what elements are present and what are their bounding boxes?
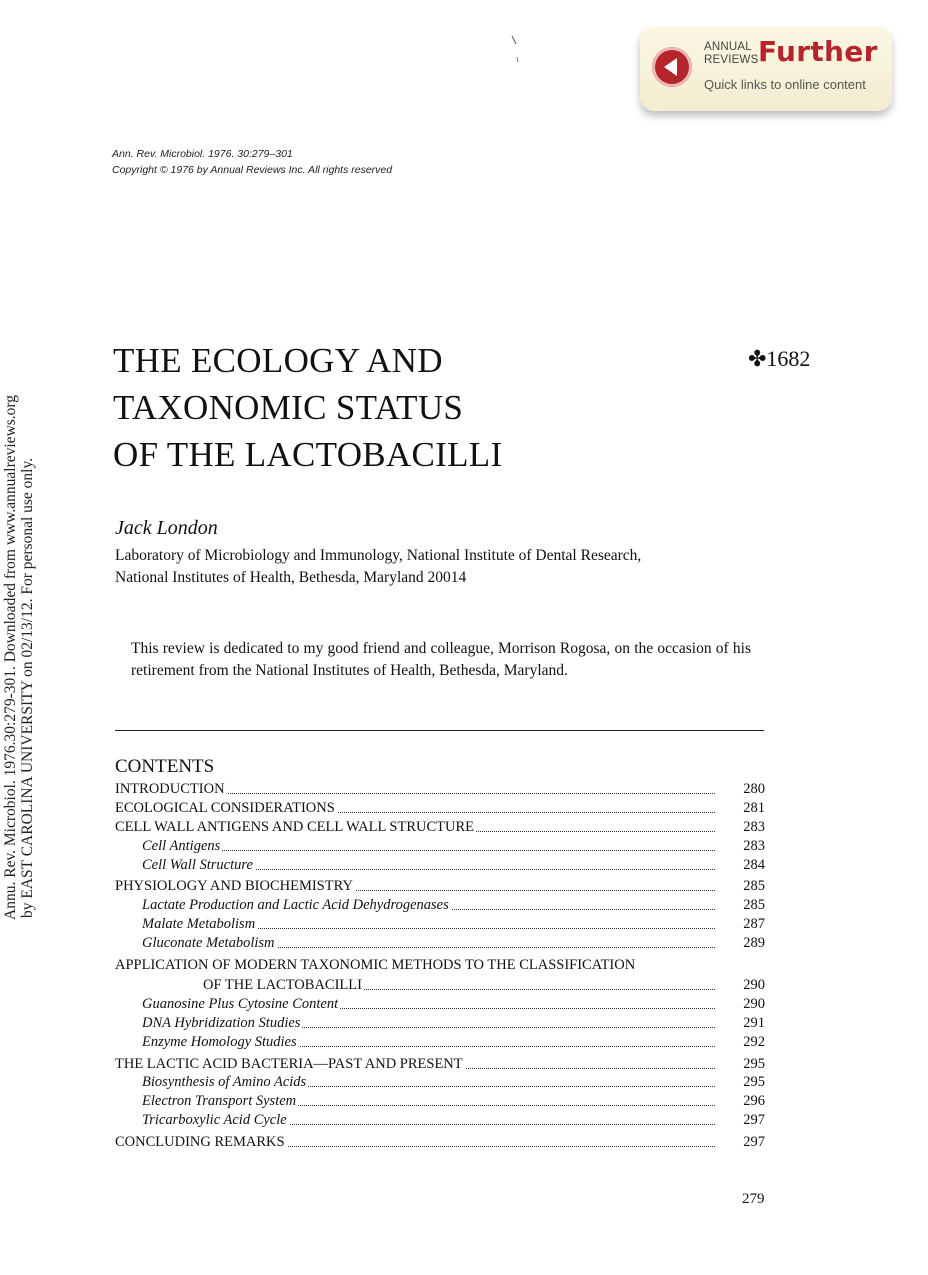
- download-notice: [2, 340, 36, 920]
- toc-entry-label: APPLICATION OF MODERN TAXONOMIC METHODS TO THE CLASSIFICATION: [115, 957, 636, 974]
- toc-entry-page: 290: [743, 977, 765, 994]
- toc-entry-page: 281: [743, 799, 765, 816]
- toc-entry-page: 283: [743, 818, 765, 835]
- toc-subentry[interactable]: [115, 1093, 768, 1112]
- toc-entry-label: Lactate Production and Lactic Acid Dehydrogenases: [142, 897, 449, 914]
- toc-entry-page: 296: [743, 1093, 765, 1110]
- toc-entry-page: 291: [743, 1014, 765, 1031]
- toc-entry-label: Electron Transport System: [142, 1093, 297, 1110]
- toc-entry-page: 285: [743, 878, 765, 895]
- title-line-3: OF THE LACTOBACILLI: [113, 435, 503, 474]
- toc-entry[interactable]: [115, 957, 768, 977]
- toc-subentry[interactable]: [115, 897, 768, 916]
- toc-entry-page: 297: [743, 1112, 765, 1129]
- toc-entry-label: ECOLOGICAL CONSIDERATIONS: [115, 799, 335, 816]
- toc-entry-page: 280: [743, 781, 765, 797]
- toc-entry[interactable]: [115, 819, 768, 838]
- author-name: Jack London: [115, 517, 218, 539]
- table-of-contents: [115, 781, 768, 1153]
- divider: [115, 730, 764, 731]
- toc-entry-label: Enzyme Homology Studies: [142, 1033, 297, 1050]
- toc-entry-page: 290: [743, 995, 765, 1012]
- toc-entry[interactable]: [115, 800, 768, 819]
- toc-entry-label: Guanosine Plus Cytosine Content: [142, 995, 339, 1012]
- toc-entry-page: 285: [743, 897, 765, 914]
- toc-entry-page: 295: [743, 1055, 765, 1072]
- title-line-1: THE ECOLOGY AND: [113, 341, 443, 380]
- further-badge[interactable]: [640, 27, 892, 111]
- toc-entry-page: 292: [743, 1033, 765, 1050]
- toc-entry-label: DNA Hybridization Studies: [142, 1014, 301, 1031]
- toc-subentry[interactable]: [115, 838, 768, 857]
- citation-line-1: Ann. Rev. Microbiol. 1976. 30:279–301: [112, 148, 293, 160]
- further-tagline[interactable]: Quick links to online content: [704, 77, 866, 92]
- toc-entry-label: Gluconate Metabolism: [142, 935, 275, 952]
- toc-entry[interactable]: [115, 1056, 768, 1075]
- toc-entry-label: Cell Wall Structure: [142, 856, 253, 873]
- author-affiliation: [115, 545, 641, 588]
- toc-entry-label: Biosynthesis of Amino Acids: [142, 1074, 307, 1091]
- toc-entry-page: 287: [743, 916, 765, 933]
- toc-entry-continuation[interactable]: [115, 977, 768, 996]
- toc-subentry[interactable]: [115, 1034, 768, 1053]
- toc-entry[interactable]: [115, 781, 768, 800]
- toc-entry-label: THE LACTIC ACID BACTERIA—PAST AND PRESENT: [115, 1055, 463, 1072]
- toc-entry-page: 295: [743, 1074, 765, 1091]
- toc-entry-label: Tricarboxylic Acid Cycle: [142, 1112, 287, 1129]
- toc-entry-label: CONCLUDING REMARKS: [115, 1134, 285, 1151]
- toc-entry-label: INTRODUCTION: [115, 781, 225, 797]
- toc-subentry[interactable]: [115, 935, 768, 954]
- toc-entry[interactable]: [115, 878, 768, 897]
- toc-subentry[interactable]: [115, 916, 768, 935]
- further-wordmark: Further: [758, 35, 878, 68]
- toc-subentry[interactable]: [115, 857, 768, 876]
- copyright-line: Copyright © 1976 by Annual Reviews Inc. All rights reserved: [112, 164, 393, 176]
- toc-subentry[interactable]: [115, 1112, 768, 1131]
- toc-entry-page: 283: [743, 837, 765, 854]
- toc-subentry[interactable]: [115, 1074, 768, 1093]
- page-number: 279: [742, 1191, 765, 1207]
- toc-subentry[interactable]: [115, 1015, 768, 1034]
- toc-entry[interactable]: [115, 1134, 768, 1153]
- play-back-icon[interactable]: [652, 47, 692, 87]
- affiliation-line-2: National Institutes of Health, Bethesda, Maryland 20014: [115, 568, 467, 586]
- journal-citation: [112, 146, 392, 178]
- download-notice-line-1: Annu. Rev. Microbiol. 1976.30:279-301. Downloaded from www.annualreviews.org: [2, 394, 19, 920]
- toc-entry-page: 297: [743, 1134, 765, 1151]
- toc-entry-page: 284: [743, 856, 765, 873]
- toc-entry-label: Malate Metabolism: [142, 916, 256, 933]
- toc-entry-label: CELL WALL ANTIGENS AND CELL WALL STRUCTURE: [115, 818, 474, 835]
- toc-entry-label: PHYSIOLOGY AND BIOCHEMISTRY: [115, 878, 353, 895]
- toc-entry-label: Cell Antigens: [142, 837, 221, 854]
- article-title: [113, 337, 502, 478]
- toc-entry-page: 289: [743, 935, 765, 952]
- article-code: ✤1682: [748, 346, 811, 371]
- toc-entry-label: OF THE LACTOBACILLI: [203, 977, 362, 994]
- title-line-2: TAXONOMIC STATUS: [113, 388, 464, 427]
- scan-speck: [510, 34, 524, 66]
- annual-reviews-logo: ANNUAL REVIEWS: [704, 41, 759, 66]
- toc-subentry[interactable]: [115, 996, 768, 1015]
- affiliation-line-1: Laboratory of Microbiology and Immunology, National Institute of Dental Research,: [115, 547, 642, 564]
- contents-heading: CONTENTS: [115, 756, 215, 777]
- dedication: This review is dedicated to my good friend and colleague, Morrison Rogosa, on the occasion of his retirement from the National Institutes of Health, Bethesda, Maryland.: [131, 640, 751, 679]
- download-notice-line-2: by EAST CAROLINA UNIVERSITY on 02/13/12. For personal use only.: [19, 457, 36, 918]
